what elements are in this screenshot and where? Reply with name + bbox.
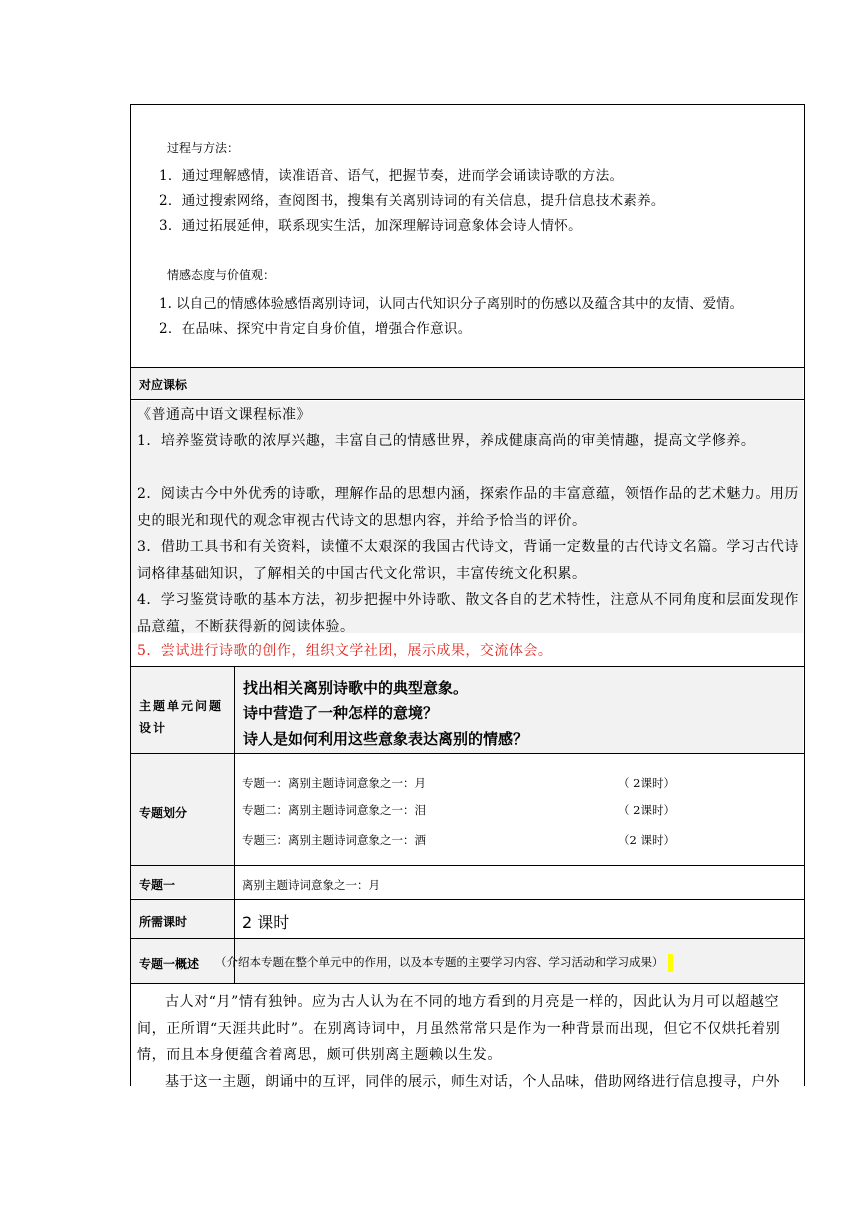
topic-1-name: 专题一：离别主题诗词意象之一：月 (242, 776, 426, 790)
column-divider (234, 667, 235, 983)
standard-header-row (131, 368, 803, 399)
topic-2-hours: （ 2课时） (618, 803, 675, 817)
standard-title: 《普通高中语文课程标准》 (137, 407, 311, 423)
theme-label: 主题单元问题设计 (139, 699, 224, 735)
theme-question-2: 诗中营造了一种怎样的意境？ (243, 704, 439, 722)
lesson-table (130, 104, 805, 1090)
emotion-item-1: 1. 以自己的情感体验感悟离别诗词，认同古代知识分子离别时的伤感以及蕴含其中的友情、爱情。 (159, 296, 744, 312)
process-item-1: 1．通过理解感情，读准语音、语气，把握节奏，进而学会诵读诗歌的方法。 (159, 168, 624, 184)
process-heading: 过程与方法： (167, 141, 240, 155)
hours-value: 2 课时 (242, 913, 290, 932)
highlight-mark (668, 954, 673, 972)
topics-label: 专题划分 (139, 806, 188, 820)
topic-2-name: 专题二：离别主题诗词意象之一：泪 (242, 803, 426, 817)
topic-1-hours: （ 2课时） (618, 776, 675, 790)
overview-note: （介绍本专题在整个单元中的作用，以及本专题的主要学习内容、学习活动和学习成果） (215, 955, 664, 969)
theme-question-1: 找出相关离别诗歌中的典型意象。 (243, 679, 469, 697)
process-item-3: 3．通过拓展延伸，联系现实生活，加深理解诗词意象体会诗人情怀。 (159, 218, 582, 234)
overview-label: 专题一概述 (139, 957, 200, 971)
standard-label: 对应课标 (139, 378, 188, 392)
standard-item-4: 4．学习鉴赏诗歌的基本方法，初步把握中外诗歌、散文各自的艺术特性，注意从不同角度和层面发现作品意蕴，不断获得新的阅读体验。 (137, 592, 799, 635)
overview-paragraph-2: 基于这一主题，朗诵中的互评，同伴的展示，师生对话，个人品味，借助网络进行信息搜寻，户外 (165, 1074, 780, 1090)
overview-paragraph-1: 古人对“月”情有独钟。应为古人认为在不同的地方看到的月亮是一样的，因此认为月可以超越空间，正所谓“天涯共此时”。在别离诗词中，月虽然常常只是作为一种背景而出现，但它不仅烘托着别情，而且本身便蕴含着离思，颇可供别离主题赖以生发。 (137, 994, 781, 1063)
topic-one-label: 专题一 (139, 878, 176, 892)
emotion-heading: 情感态度与价值观： (167, 268, 276, 282)
standard-item-3: 3．借助工具书和有关资料，读懂不太艰深的我国古代诗文，背诵一定数量的古代诗文名篇。学习古代诗词格律基础知识，了解相关的中国古代文化常识，丰富传统文化积累。 (137, 539, 799, 582)
process-item-2: 2．通过搜索网络，查阅图书，搜集有关离别诗词的有关信息，提升信息技术素养。 (159, 193, 665, 209)
topic-3-name: 专题三：离别主题诗词意象之一：酒 (242, 833, 426, 847)
overview-note-wrap (215, 954, 673, 972)
hours-label: 所需课时 (139, 915, 188, 929)
standard-item-1: 1．培养鉴赏诗歌的浓厚兴趣，丰富自己的情感世界，养成健康高尚的审美情趣，提高文学修养。 (137, 433, 756, 449)
topic-one-value: 离别主题诗词意象之一：月 (242, 878, 380, 892)
standard-item-5: 5．尝试进行诗歌的创作，组织文学社团，展示成果，交流体会。 (137, 643, 553, 659)
standard-item-2: 2．阅读古今中外优秀的诗歌，理解作品的思想内涵，探索作品的丰富意蕴，领悟作品的艺术魅力。用历史的眼光和现代的观念审视古代诗文的思想内容，并给予恰当的评价。 (137, 486, 799, 529)
topic-3-hours: （2 课时） (618, 833, 675, 847)
theme-question-3: 诗人是如何利用这些意象表达离别的情感？ (243, 730, 529, 748)
emotion-item-2: 2．在品味、探究中肯定自身价值，增强合作意识。 (159, 321, 472, 337)
